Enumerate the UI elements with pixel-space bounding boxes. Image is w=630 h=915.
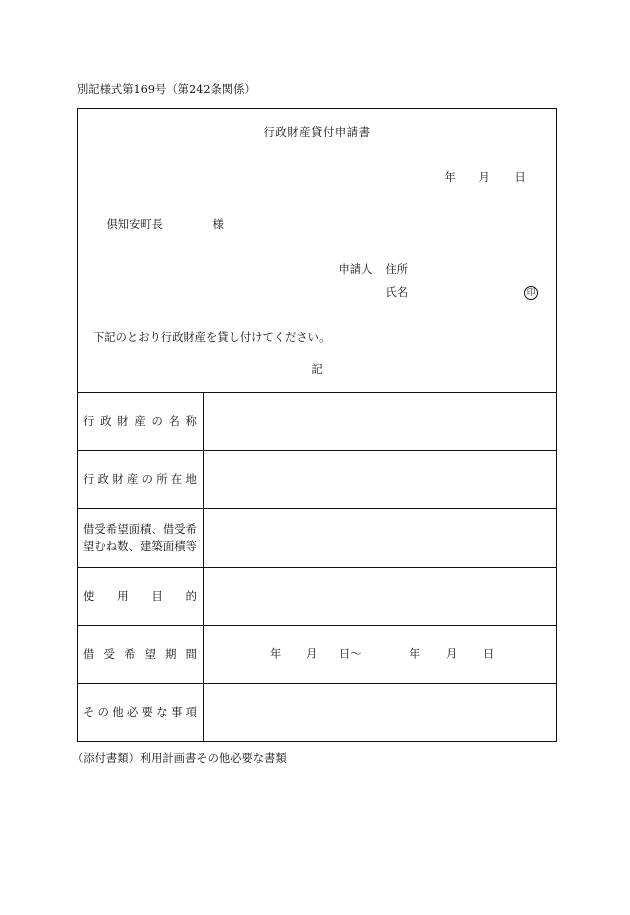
row-value-cell	[204, 509, 556, 566]
label-char: 借	[83, 647, 95, 661]
label-char: 希	[105, 522, 118, 536]
seal-mark-icon	[524, 286, 538, 300]
label-char: 建	[140, 539, 152, 553]
label-char: 積	[140, 522, 152, 536]
request-text: 下記のとおり行政財産を貸し付けてください。	[93, 331, 331, 344]
label-char: な	[156, 705, 168, 719]
table-row	[78, 626, 556, 684]
row-label-cell	[78, 626, 204, 683]
label-char: 築	[151, 539, 163, 553]
label-char: 在	[170, 473, 183, 487]
period-to-year: 年	[409, 647, 421, 661]
label-char: 所	[156, 473, 168, 487]
label-char: 積	[174, 539, 186, 553]
application-form	[77, 108, 557, 742]
table-row	[78, 568, 556, 626]
date-month-label: 月	[478, 171, 490, 184]
label-char: 用	[117, 589, 129, 603]
label-char: 目	[151, 589, 163, 603]
label-char: 的	[185, 589, 197, 603]
label-char: 財	[117, 415, 129, 429]
period-from-day: 日～	[339, 647, 362, 661]
label-char: 必	[126, 705, 139, 719]
addressee-honorific: 様	[212, 218, 224, 231]
note-mark: 記	[311, 363, 323, 376]
row-label-cell	[78, 684, 204, 741]
label-char: の	[151, 415, 163, 429]
label-char: 、	[151, 522, 163, 536]
label-char: 希	[185, 522, 197, 536]
period-to-day: 日	[483, 647, 495, 661]
row-label	[83, 646, 197, 663]
row-label-line	[83, 538, 197, 555]
label-char: 行	[83, 473, 95, 487]
label-char: 希	[124, 647, 136, 661]
label-char: 産	[126, 473, 139, 487]
seal-character: 印	[526, 287, 536, 298]
form-number: 別記様式第169号（第242条関係）	[77, 82, 256, 96]
label-char: 面	[128, 522, 140, 536]
date-day-label: 日	[514, 171, 526, 184]
label-char: 政	[97, 473, 109, 487]
label-char: 使	[83, 589, 95, 603]
applicant-name-label: 氏名	[385, 286, 409, 299]
row-label-cell	[78, 393, 204, 450]
label-char: む	[94, 539, 106, 553]
date-year-label: 年	[444, 171, 456, 184]
label-char: 等	[185, 539, 197, 553]
period-to-month: 月	[446, 647, 458, 661]
label-char: 受	[94, 522, 106, 536]
row-label-line	[83, 521, 197, 538]
period-from-year: 年	[270, 647, 282, 661]
label-char: 数	[117, 539, 129, 553]
period-from-month: 月	[306, 647, 318, 661]
period-value-cell	[204, 626, 556, 683]
label-char: 望	[117, 522, 129, 536]
row-value-cell	[204, 451, 556, 508]
label-char: 受	[103, 647, 115, 661]
table-row	[78, 684, 556, 741]
form-title: 行政財産貸付申請書	[263, 126, 371, 139]
table-row	[78, 451, 556, 509]
row-label-cell	[78, 451, 204, 508]
row-label-cell	[78, 568, 204, 625]
label-char: 要	[141, 705, 153, 719]
table-row	[78, 393, 556, 451]
label-char: 借	[83, 522, 95, 536]
addressee-name: 倶知安町長	[106, 218, 163, 231]
label-char: 間	[185, 647, 197, 661]
label-char: 称	[185, 415, 197, 429]
row-label	[83, 413, 197, 430]
label-char: 、	[128, 539, 140, 553]
row-label	[83, 588, 197, 605]
label-char: 望	[83, 539, 95, 553]
label-char: 他	[112, 705, 124, 719]
attachments-note: （添付書類）利用計画書その他必要な書類	[72, 751, 287, 765]
label-char: 受	[174, 522, 186, 536]
row-label-cell	[78, 509, 204, 566]
label-char: ね	[105, 539, 118, 553]
label-char: 期	[165, 647, 177, 661]
table-row	[78, 509, 556, 567]
label-char: 面	[162, 539, 175, 553]
applicant-address-label: 住所	[385, 263, 409, 276]
applicant-label: 申請人	[338, 263, 373, 276]
label-char: 名	[168, 415, 180, 429]
row-label	[83, 471, 197, 488]
form-table	[78, 393, 556, 741]
label-char: 政	[100, 415, 112, 429]
form-header	[78, 109, 556, 393]
label-char: そ	[83, 705, 95, 719]
label-char: 地	[185, 473, 197, 487]
label-char: の	[141, 473, 153, 487]
row-value-cell	[204, 568, 556, 625]
label-char: 借	[162, 522, 175, 536]
label-char: 項	[185, 705, 197, 719]
label-char: 行	[83, 415, 95, 429]
row-value-cell	[204, 684, 556, 741]
label-char: 事	[170, 705, 183, 719]
label-char: の	[97, 705, 109, 719]
row-label	[83, 704, 197, 721]
label-char: 望	[144, 647, 156, 661]
label-char: 財	[112, 473, 124, 487]
row-value-cell	[204, 393, 556, 450]
label-char: 産	[134, 415, 146, 429]
